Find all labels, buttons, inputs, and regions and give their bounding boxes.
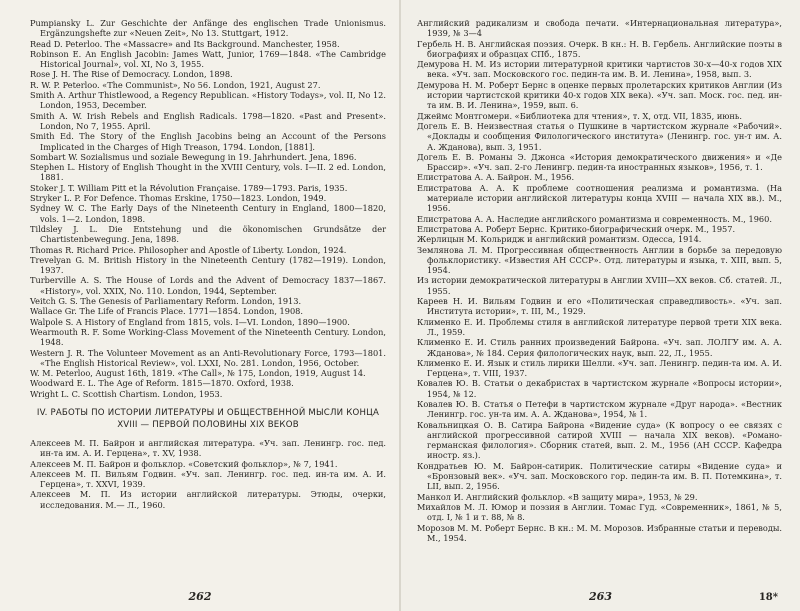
bibliography-entry: Морозов М. М. Роберт Бернс. В кн.: М. М. Морозов. Избранные статьи и переводы. М., 1954. bbox=[417, 522, 782, 543]
bibliography-entry: Ковальницкая О. В. Сатира Байрона «Видение суда» (К вопросу о ее связях с английской прогрессивной сатирой XVIII — начала XIX веков). «Романо-германская филология». Сборник статей, вып. 2. М., 1956 (АН СССР. Кафедра иностр. яз.). bbox=[417, 419, 782, 461]
page-right bbox=[401, 0, 800, 611]
bibliography-entry: Wallace Gr. The Life of Francis Place. 1771—1854. London, 1908. bbox=[30, 306, 303, 317]
bibliography-entry: Thomas R. Richard Price. Philosopher and Apostle of Liberty. London, 1924. bbox=[30, 244, 347, 255]
bibliography-entry: Михайлов М. Л. Юмор и поэзия в Англии. Томас Гуд. «Современник», 1861, № 5, отд. I, № 1 и т. 88, № 8. bbox=[417, 501, 782, 523]
bibliography-entry: Клименко Е. И. Стиль ранних произведений Байрона. «Уч. зап. ЛОЛГУ им. А. А. Жданова», № 184. Серия филологических наук, вып. 22, Л., 1955. bbox=[417, 337, 782, 358]
bibliography-entry: Pumpiansky L. Zur Geschichte der Anfänge des englischen Trade Unionismus. Ergänzungshefte zur «Neuen Zeit», No 13. Stuttgart, 1912. bbox=[30, 18, 386, 39]
bibliography-list-right bbox=[417, 18, 782, 543]
bibliography-entry: Землянова Л. М. Прогрессивная общественность Англии в борьбе за передовую фольклористику. «Известия АН СССР». Отд. литературы и языка, т. XIII, вып. 5, 1954. bbox=[417, 244, 782, 276]
bibliography-entry: Демурова Н. М. Роберт Бернс в оценке первых пролетарских критиков Англии (Из истории чартистской критики 40-х годов XIX века). «Уч. зап. Моск. гос. пед. ин-та им. В. И. Ленина», 1959, вып. 6. bbox=[417, 79, 782, 111]
section-heading: IV. РАБОТЫ ПО ИСТОРИИ ЛИТЕРАТУРЫ И ОБЩЕСТВЕННОЙ МЫСЛИ КОНЦА XVIII — ПЕРВОЙ ПОЛОВИНЫ XIX ВЕКОВ bbox=[36, 407, 380, 430]
bibliography-entry: Stoker J. T. William Pitt et la Révolution Française. 1789—1793. Paris, 1935. bbox=[30, 182, 348, 193]
bibliography-entry: Woodward E. L. The Age of Reform. 1815—1870. Oxford, 1938. bbox=[30, 378, 294, 389]
bibliography-entry: Smith A. W. Irish Rebels and English Radicals. 1798—1820. «Past and Present». London, No 7, 1955. April. bbox=[30, 110, 386, 131]
bibliography-entry: Жерлицын М. Кольридж и английский романтизм. Одесса, 1914. bbox=[417, 234, 702, 245]
bibliography-entry: Кондратьев Ю. М. Байрон-сатирик. Политические сатиры «Видение суда» и «Бронзовый век». «Уч. зап. Московского гор. педин-та им. В. П. Потемкина», т. LII, вып. 2, 1956. bbox=[417, 460, 782, 492]
bibliography-entry: Демурова Н. М. Из истории литературной критики чартистов 30-х—40-х годов XIX века. «Уч. зап. Московского гос. педин-та им. В. И. Ленина», 1958, вып. 3. bbox=[417, 59, 782, 80]
bibliography-entry: Ковалев Ю. В. Статья о Петефи в чартистском журнале «Друг народа». «Вестник Ленингр. гос. ун-та им. А. А. Жданова», 1954, № 1. bbox=[417, 398, 782, 420]
bibliography-entry: Sydney W. C. The Early Days of the Nineteenth Century in England, 1800—1820, vols. 1—2. London, 1898. bbox=[30, 203, 386, 224]
bibliography-entry: Read D. Peterloo. The «Massacre» and Its Background. Manchester, 1958. bbox=[30, 38, 340, 49]
bibliography-entry: R. W. P. Peterloo. «The Communist», No 56. London, 1921, August 27. bbox=[30, 79, 321, 90]
bibliography-entry: Wright L. C. Scottish Chartism. London, 1953. bbox=[30, 388, 223, 399]
bibliography-entry: Smith Ed. The Story of the English Jacobins being an Account of the Persons Implicated in the Charges of High Treason, 1794. London, [1881]. bbox=[30, 131, 386, 152]
bibliography-entry: Из истории демократической литературы в Англии XVIII—XX веков. Сб. статей. Л., 1955. bbox=[417, 275, 782, 296]
bibliography-entry: Tildsley J. L. Die Entstehung und die ökonomischen Grundsätze der Chartistenbewegung. Jena, 1898. bbox=[30, 223, 386, 245]
bibliography-entry: Wearmouth R. F. Some Working-Class Movement of the Nineteenth Century. London, 1948. bbox=[30, 326, 386, 348]
bibliography-entry: Догель Е. В. Неизвестная статья о Пушкине в чартистском журнале «Рабочий». «Доклады и сообщения Филологического института» (Ленингр. гос. ун-т им. А. А. Жданова), вып. 3, 1951. bbox=[417, 120, 782, 152]
bibliography-entry: Stryker L. P. For Defence. Thomas Erskine, 1750—1823. London, 1949. bbox=[30, 193, 327, 204]
bibliography-list-left bbox=[30, 18, 386, 399]
bibliography-entry: Алексеев М. П. Байрон и английская литература. «Уч. зап. Ленингр. гос. пед. ин-та им. А. И. Герцена», т. XV, 1938. bbox=[30, 437, 386, 459]
bibliography-entry: Trevelyan G. M. British History in the Nineteenth Century (1782—1919). London, 1937. bbox=[30, 254, 386, 276]
bibliography-entry: Елистратова А. А. К проблеме соотношения реализма и романтизма. (На материале истории английской литературы конца XVIII — начала XIX вв.). М., 1956. bbox=[417, 182, 782, 214]
bibliography-entry: Алексеев М. П. Из истории английской литературы. Этюды, очерки, исследования. М.— Л., 1960. bbox=[30, 489, 386, 510]
bibliography-entry: Veitch G. S. The Genesis of Parliamentary Reform. London, 1913. bbox=[30, 296, 302, 307]
bibliography-entry: Robinson E. An English Jacobin: James Watt, Junior, 1769—1848. «The Cambridge Historical Journal», vol. XI, No 3, 1955. bbox=[30, 48, 386, 70]
bibliography-entry: Английский радикализм и свобода печати. «Интернациональная литература», 1939, № 3—4 bbox=[417, 18, 782, 39]
page-number-left: 262 bbox=[188, 590, 212, 603]
bibliography-entry: Елистратова А. А. Наследие английского романтизма и современность. М., 1960. bbox=[417, 213, 772, 224]
bibliography-entry: Клименко Е. И. Язык и стиль лирики Шелли. «Уч. зап. Ленингр. педин-та им. А. И. Герцена», т. VIII, 1937. bbox=[417, 357, 782, 379]
bibliography-entry: Кареев Н. И. Вильям Годвин и его «Политическая справедливость». «Уч. зап. Института истории», т. III, М., 1929. bbox=[417, 296, 782, 317]
bibliography-entry: Western J. R. The Volunteer Movement as an Anti-Revolutionary Force, 1793—1801. «The English Historical Review», vol. LXXI, No. 281. London, 1956, October. bbox=[30, 347, 386, 368]
bibliography-list-left-section-4 bbox=[30, 438, 386, 510]
bibliography-entry: Ковалев Ю. В. Статьи о декабристах в чартистском журнале «Вопросы истории», 1954, № 12. bbox=[417, 378, 782, 399]
printer-signature-mark: 18* bbox=[758, 592, 778, 603]
bibliography-entry: W. M. Peterloo, August 16th, 1819. «The Call», № 175, London, 1919, August 14. bbox=[30, 368, 366, 379]
bibliography-entry: Манкол И. Английский фольклор. «В защиту мира», 1953, № 29. bbox=[417, 491, 698, 502]
bibliography-entry: Алексеев М. П. Байрон и фольклор. «Советский фольклор», № 7, 1941. bbox=[30, 458, 338, 469]
bibliography-entry: Stephen L. History of English Thought in the XVIII Century, vols. I—II. 2 ed. London, 1881. bbox=[30, 162, 386, 183]
bibliography-entry: Гербель Н. В. Английская поэзия. Очерк. В кн.: Н. В. Гербель. Английские поэты в биографиях и образцах СПб., 1875. bbox=[417, 38, 782, 59]
bibliography-entry: Клименко Е. И. Проблемы стиля в английской литературе первой трети XIX века. Л., 1959. bbox=[417, 316, 782, 337]
bibliography-entry: Sombart W. Sozialismus und soziale Bewegung in 19. Jahrhundert. Jena, 1896. bbox=[30, 151, 357, 162]
bibliography-entry: Елистратова А. Роберт Бернс. Критико-биографический очерк. М., 1957. bbox=[417, 223, 736, 234]
bibliography-entry: Джеймс Монтгомери. «Библиотека для чтения», т. Х, отд. VII, 1835, июнь. bbox=[417, 110, 742, 121]
bibliography-entry: Догель Е. В. Романы Э. Джонса «История демократического движения» и «Де Брассир». «Уч. зап. 2-го Ленингр. педин-та иностранных языков», 1956, т. 1. bbox=[417, 151, 782, 173]
bibliography-entry: Алексеев М. П. Вильям Годвин. «Уч. зап. Ленингр. гос. пед. ин-та им. А. И. Герцена», т. XXVI, 1939. bbox=[30, 468, 386, 490]
bibliography-entry: Елистратова А. А. Байрон. М., 1956. bbox=[417, 172, 575, 183]
bibliography-entry: Rose J. H. The Rise of Democracy. London, 1898. bbox=[30, 69, 233, 80]
bibliography-entry: Walpole S. A History of England from 1815, vols. I—VI. London, 1890—1900. bbox=[30, 316, 350, 327]
bibliography-entry: Turberville A. S. The House of Lords and the Advent of Democracy 1837—1867. «History», vol. XXIX, No. 110. London, 1944, September. bbox=[30, 275, 386, 296]
bibliography-entry: Smith A. Arthur Thistlewood, a Regency Republican. «History Todays», vol. II, No 12. London, 1953, December. bbox=[30, 90, 386, 111]
page-number-right: 263 bbox=[589, 590, 612, 603]
